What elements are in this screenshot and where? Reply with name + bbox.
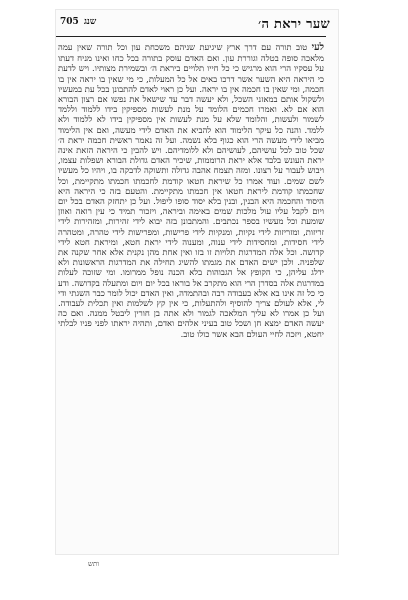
section-marker bbox=[60, 16, 96, 27]
running-header bbox=[56, 14, 330, 34]
body-text bbox=[58, 42, 324, 548]
running-title: שער יראת ה׳ bbox=[258, 17, 330, 32]
footer-signature: ותש bbox=[88, 560, 100, 568]
page-number: 705 bbox=[60, 17, 79, 27]
paragraph bbox=[58, 42, 324, 339]
opening-word: לעי bbox=[311, 42, 324, 53]
paragraph-text: טוב תורה עם דרך ארץ שיגיעת שניהם משכחת עון וכל תורה שאין עמה מלאכה סופה בטלה וגוררת עון. ואם האדם עוסק בתורה בכל כחו ואינו מניח דעתו על עסקיו הרי הוא מרגיש כי כל חייו תלויים ביראת ה׳ ובשמירת מצותיו. ויש לדעת כי היראה היא השער אשר דרכו באים אל כל המעלות, כי מי שאין בו יראה אין בו חכמה, ומי שאין בו חכמה אין בו יראה. ועל כן ראוי לאדם להתבונן בכל עת במעשיו ולשקול אותם במאזני השכל, ולא יעשה דבר עד שישאל את נפשו אם רצון הבורא הוא אם לא. ואמרו חכמים הלומד על מנת לעשות מספיקין בידו ללמוד וללמד לשמור ולעשות, והלומד שלא על מנת לעשות אין מספיקין בידו לא ללמוד ולא ללמד. והנה כל עיקר הלימוד הוא להביא את האדם לידי מעשה, ואם אין הלימוד מביאו לידי מעשה הרי הוא כגוף בלא נשמה. ועל זה נאמר ראשית חכמה יראת ה׳ שכל טוב לכל עושיהם, לעושיהם ולא ללומדיהם. ויש להבין כי היראה הזאת אינה יראת העונש בלבד אלא יראת הרוממות, שיכיר האדם גדולת הבורא ושפלות עצמו, ויבוש לעבור על רצונו. ומזה תצמח אהבה גדולה ותשוקה לדבקה בו, ויהיו כל מעשיו לשם שמים. ועוד אמרו כל שיראת חטאו קודמת לחכמתו חכמתו מתקיימת, וכל שחכמתו קודמת ליראת חטאו אין חכמתו מתקיימת. והטעם בזה כי היראה היא היסוד והחכמה היא הבנין, ובנין בלא יסוד סופו ליפול. ועל כן יתחזק האדם בכל יום ויום לקבל עליו עול מלכות שמים באימה וביראה, ויזכור תמיד כי עין רואה ואוזן שומעת וכל מעשיו בספר נכתבים. והמתבונן בזה יבוא לידי זהירות, ומזהירות לידי זריזות, ומזריזות לידי נקיות, ומנקיות לידי פרישות, ומפרישות לידי טהרה, ומטהרה לידי חסידות, ומחסידות לידי ענוה, ומענוה לידי יראת חטא, ומיראת חטא לידי קדושה. וכל אלה המדרגות תלויות זו בזו ואין אחת מהן נקנית אלא אחר שקנה את שלפניה. ולכן ישים האדם את מגמתו להשיג תחילה את המדרגות הראשונות ולא ידלג עליהן, כי הקופץ אל הגבוהות בלא הכנה נופל ממרומו. ומי שזוכה לעלות במדרגות אלה בסדרן הרי הוא מתקרב אל בוראו בכל יום ויום ומתעלה בקדושה. ודע כי כל זה אינו בא אלא בעבודה רבה ובהתמדה, ואין האדם יכול לומר כבר השגתי ודי לי, אלא לעולם צריך להוסיף ולהתעלות, כי אין קץ לשלמות ואין תכלית לעבודה. ועל כן אמרו לא עליך המלאכה לגמור ולא אתה בן חורין ליבטל ממנה. ואם כה יעשה האדם ימצא חן ושכל טוב בעיני אלהים ואדם, ותהיה יראתו לפני פניו לבלתי יחטא, ויזכה לחיי העולם הבא אשר כולו טוב. bbox=[58, 42, 324, 339]
header-rule bbox=[56, 36, 326, 37]
section-name: שנג bbox=[83, 17, 97, 27]
